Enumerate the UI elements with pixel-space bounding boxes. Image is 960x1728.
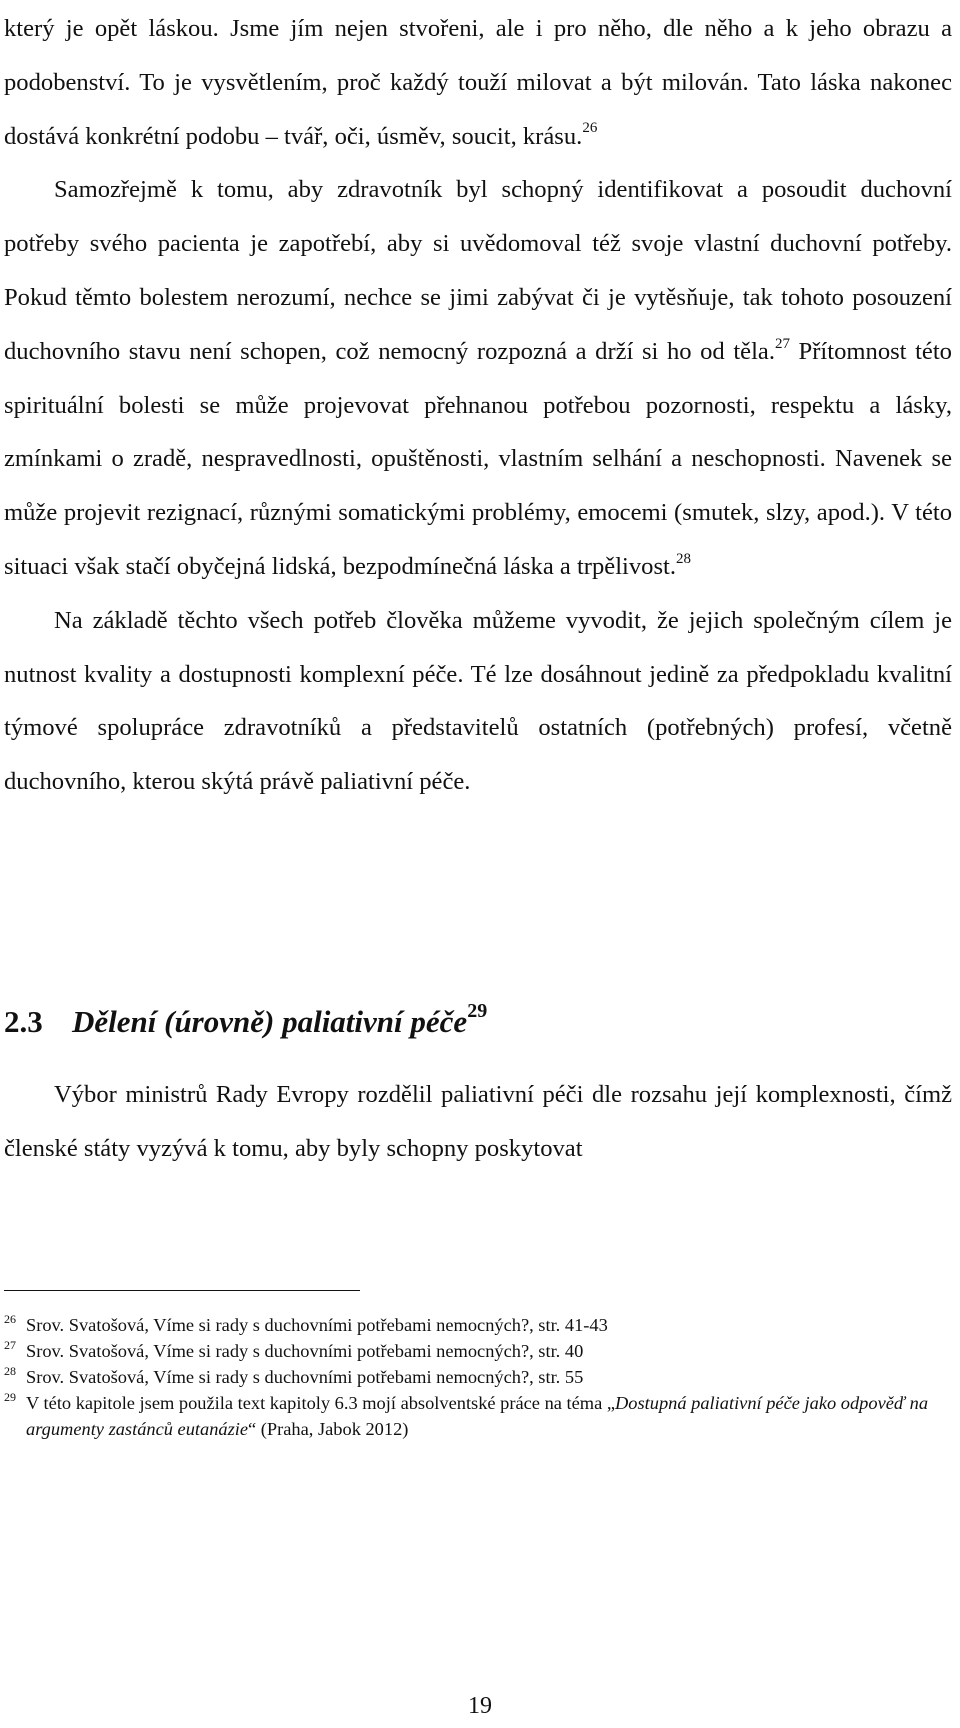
section-heading <box>4 999 488 1042</box>
paragraph-spiritual-needs: Samozřejmě k tomu, aby zdravotník byl schopný identifikovat a posoudit duchovní potřeby svého pacienta je zapotřebí, aby si uvědomoval též svoje vlastní duchovní potřeby. Pokud těmto bolestem nerozumí, nechce se jimi zabývat či je vytěsňuje, tak tohoto posouzení duchovního stavu není schopen, což nemocný rozpozná a drží si ho od těla.$^{27}$ Přítomnost této spirituální bolesti se může projevovat přehnanou potřebou pozornosti, respektu a lásky, zmínkami o zradě, nespravedlnosti, opuštěnosti, vlastním selhání a neschopnosti. Navenek se může projevit rezignací, různými somatickými problémy, emocemi (smutek, slzy, apod.). V této situaci však stačí obyčejná lidská, bezpodmínečná láska a trpělivost.$^{28}$ <box>4 176 952 580</box>
body-text-bottom <box>4 1068 952 1176</box>
footnote-ref-28: 28 <box>676 550 692 567</box>
paragraph-continuation: který je opět láskou. Jsme jím nejen stvořeni, ale i pro něho, dle něho a k jeho obrazu a podobenství. To je vysvětlením, proč každý touží milovat a být milován. Tato láska nakonec dostává konkrétní podobu – tvář, oči, úsměv, soucit, krásu.$^{26}$ <box>4 15 952 150</box>
page-number: 19 <box>468 1693 492 1719</box>
section-number: 2.3 <box>4 1004 43 1039</box>
paragraph-conclusion: Na základě těchto všech potřeb člověka můžeme vyvodit, že jejich společným cílem je nutnost kvality a dostupnosti komplexní péče. Té lze dosáhnout jedině za předpokladu kvalitní týmové spolupráce zdravotníků a představitelů ostatních (potřebných) profesí, včetně duchovního, kterou skýtá právě paliativní péče. <box>4 606 952 796</box>
footnote-ref-27: 27 <box>774 335 790 352</box>
footnote-29: $^{29}$ V této kapitole jsem použila text kapitoly 6.3 mojí absolventské práce na téma „Dostupná paliativní péče jako odpověď na argumenty zastánců eutanázie“ (Praha, Jabok 2012) <box>4 1389 929 1439</box>
footnote-27: $^{27}$ Srov. Svatošová, Víme si rady s duchovními potřebami nemocných?, str. 40 <box>4 1337 584 1361</box>
footnote-28: $^{28}$ Srov. Svatošová, Víme si rady s duchovními potřebami nemocných?, str. 55 <box>4 1363 584 1387</box>
paragraph-council: Výbor ministrů Rady Evropy rozdělil paliativní péči dle rozsahu její komplexnosti, čímž členské státy vyzývá k tomu, aby byly schopny poskytovat <box>4 1081 952 1162</box>
footnote-26: $^{26}$ Srov. Svatošová, Víme si rady s duchovními potřebami nemocných?, str. 41-43 <box>4 1311 608 1335</box>
section-title: Dělení (úrovně) paliativní péče <box>72 1004 468 1039</box>
footnote-ref-29: 29 <box>467 999 488 1022</box>
footnotes <box>4 1312 934 1442</box>
body-text-top <box>4 2 952 809</box>
footnote-ref-26: 26 <box>582 120 598 137</box>
footnote-29-title: Dostupná paliativní péče jako odpověď na argumenty zastánců eutanázie <box>26 1393 929 1439</box>
footnote-separator <box>4 1290 360 1291</box>
